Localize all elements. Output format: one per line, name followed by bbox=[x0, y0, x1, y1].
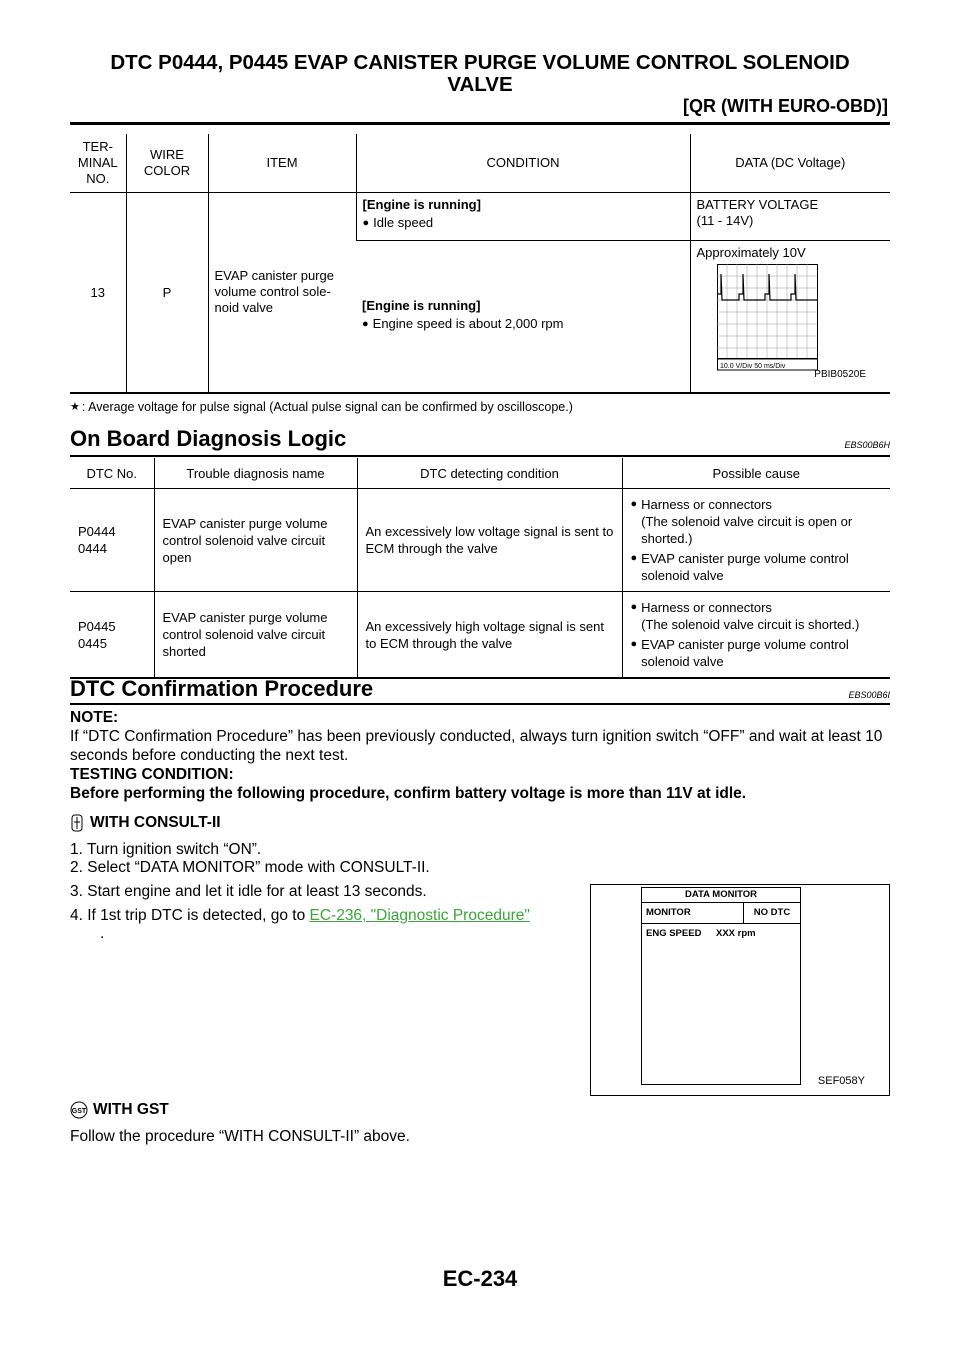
condition-2000rpm-bullet: Engine speed is about 2,000 rpm bbox=[372, 315, 564, 331]
data-idle: BATTERY VOLTAGE (11 - 14V) bbox=[690, 193, 890, 241]
section-code: EBS00B6H bbox=[844, 440, 890, 450]
bullet-icon: ● bbox=[630, 498, 638, 510]
section-rule bbox=[70, 703, 890, 705]
bullet-icon: ● bbox=[630, 552, 638, 564]
step-1: 1. Turn ignition switch “ON”. bbox=[70, 841, 262, 858]
trouble-name: EVAP canister purge volume control solenoid valve circuit shorted bbox=[154, 592, 357, 679]
condition-2000rpm bbox=[356, 241, 690, 393]
testing-label: TESTING CONDITION: bbox=[70, 766, 234, 783]
figure-caption: SEF058Y bbox=[817, 1075, 865, 1087]
testing-text: Before performing the following procedure, confirm battery voltage is more than 11V at idle. bbox=[70, 785, 747, 802]
scope-scale-label: 10.0 V/Div 50 ms/Div bbox=[719, 363, 785, 370]
header-terminal: TER- MINAL NO. bbox=[70, 134, 126, 193]
step-4-text: 4. If 1st trip DTC is detected, go to bbox=[70, 907, 310, 924]
cause-item: EVAP canister purge volume control solenoid valve bbox=[641, 637, 849, 669]
bullet-icon: ● bbox=[630, 601, 638, 613]
title-line-2: VALVE bbox=[447, 73, 513, 96]
cause-item: Harness or connectors (The solenoid valve circuit is open or shorted.) bbox=[641, 497, 853, 546]
header-data: DATA (DC Voltage) bbox=[690, 134, 890, 193]
trouble-name: EVAP canister purge volume control solenoid valve circuit open bbox=[154, 489, 357, 592]
possible-cause bbox=[622, 592, 890, 679]
step-3: 3. Start engine and let it idle for at least 13 seconds. bbox=[70, 883, 427, 900]
data-monitor-figure bbox=[590, 884, 890, 1096]
step-4 bbox=[70, 906, 530, 925]
condition-2000rpm-title: [Engine is running] bbox=[362, 297, 481, 313]
monitor-status: NO DTC bbox=[753, 907, 791, 918]
bullet-icon: ● bbox=[630, 638, 638, 650]
detecting-condition: An excessively low voltage signal is sent to ECM through the valve bbox=[357, 489, 622, 592]
monitor-row bbox=[642, 924, 800, 943]
bullet-icon: ● bbox=[362, 217, 370, 229]
gst-icon-text: GST bbox=[71, 1108, 87, 1115]
page-subtitle: [QR (WITH EURO-OBD)] bbox=[683, 96, 888, 116]
header-condition: CONDITION bbox=[356, 134, 690, 193]
monitor-row-label: ENG SPEED bbox=[646, 928, 702, 939]
star-icon: ★ bbox=[70, 401, 80, 413]
monitor-row-value: XXX rpm bbox=[716, 928, 756, 939]
scope-caption: PBIB0520E bbox=[814, 369, 866, 380]
terminal-number: 13 bbox=[90, 284, 105, 300]
step-2: 2. Select “DATA MONITOR” mode with CONSULT-II. bbox=[70, 859, 430, 876]
dtc-code: P0444 0444 bbox=[78, 524, 116, 556]
header-possible-cause: Possible cause bbox=[622, 458, 890, 489]
data-2000rpm-value: Approximately 10V bbox=[696, 245, 806, 260]
footnote bbox=[70, 400, 573, 414]
consult-title: WITH CONSULT-II bbox=[90, 814, 221, 831]
gst-text: Follow the procedure “WITH CONSULT-II” above. bbox=[70, 1128, 410, 1145]
table-row bbox=[70, 592, 890, 679]
diagnostic-procedure-link[interactable]: EC-236, "Diagnostic Procedure" bbox=[309, 907, 530, 924]
header-detecting-condition: DTC detecting condition bbox=[357, 458, 622, 489]
dtc-code: P0445 0445 bbox=[78, 618, 116, 651]
monitor-columns bbox=[642, 903, 800, 924]
gst-icon bbox=[70, 1101, 88, 1119]
footnote-text: : Average voltage for pulse signal (Actual pulse signal can be confirmed by oscilloscope.) bbox=[81, 400, 573, 414]
note-label: NOTE: bbox=[70, 709, 119, 726]
section-code: EBS00B6I bbox=[848, 690, 890, 700]
cause-item: Harness or connectors (The solenoid valve circuit is shorted.) bbox=[641, 600, 860, 632]
data-2000rpm bbox=[690, 241, 890, 393]
condition-idle-bullet: Idle speed bbox=[373, 215, 434, 230]
header-rule bbox=[70, 122, 890, 125]
monitor-header: DATA MONITOR bbox=[642, 888, 800, 903]
consult-heading bbox=[70, 814, 221, 832]
wire-color: P bbox=[126, 193, 208, 393]
consult-icon bbox=[70, 814, 84, 832]
header-dtc-no: DTC No. bbox=[70, 458, 154, 489]
bullet-icon: ● bbox=[362, 317, 369, 330]
item-name: EVAP canister purge volume control sole-noid valve bbox=[208, 193, 356, 393]
oscilloscope-graph bbox=[717, 264, 827, 372]
detecting-condition: An excessively high voltage signal is sent to ECM through the valve bbox=[357, 592, 622, 679]
gst-title: WITH GST bbox=[93, 1101, 169, 1118]
header-wire-color: WIRE COLOR bbox=[126, 134, 208, 193]
terminal-table bbox=[70, 134, 890, 394]
data-monitor-screen bbox=[641, 887, 801, 1085]
page-number: EC-234 bbox=[442, 1266, 518, 1291]
note-text: If “DTC Confirmation Procedure” has been previously conducted, always turn ignition switch “OFF” and wait at least 10 seconds before conducting the next test. bbox=[70, 728, 883, 764]
possible-cause bbox=[622, 489, 890, 592]
cause-item: EVAP canister purge volume control solenoid valve bbox=[641, 551, 849, 583]
title-line-1: DTC P0444, P0445 EVAP CANISTER PURGE VOLUME CONTROL SOLENOID bbox=[110, 51, 850, 74]
gst-heading bbox=[70, 1101, 169, 1119]
page-title bbox=[0, 52, 960, 96]
section-rule bbox=[70, 455, 890, 457]
step-4-period: . bbox=[100, 925, 105, 942]
monitor-col-label: MONITOR bbox=[642, 903, 744, 923]
oscilloscope-figure bbox=[697, 260, 885, 384]
condition-idle-title: [Engine is running] bbox=[362, 197, 481, 212]
section-heading-confirmation: DTC Confirmation Procedure bbox=[70, 676, 374, 701]
dtc-table bbox=[70, 458, 890, 679]
section-heading-diagnosis-logic: On Board Diagnosis Logic bbox=[70, 426, 347, 451]
header-item: ITEM bbox=[208, 134, 356, 193]
condition-idle bbox=[356, 193, 690, 241]
header-trouble-name: Trouble diagnosis name bbox=[154, 458, 357, 489]
table-row bbox=[70, 489, 890, 592]
